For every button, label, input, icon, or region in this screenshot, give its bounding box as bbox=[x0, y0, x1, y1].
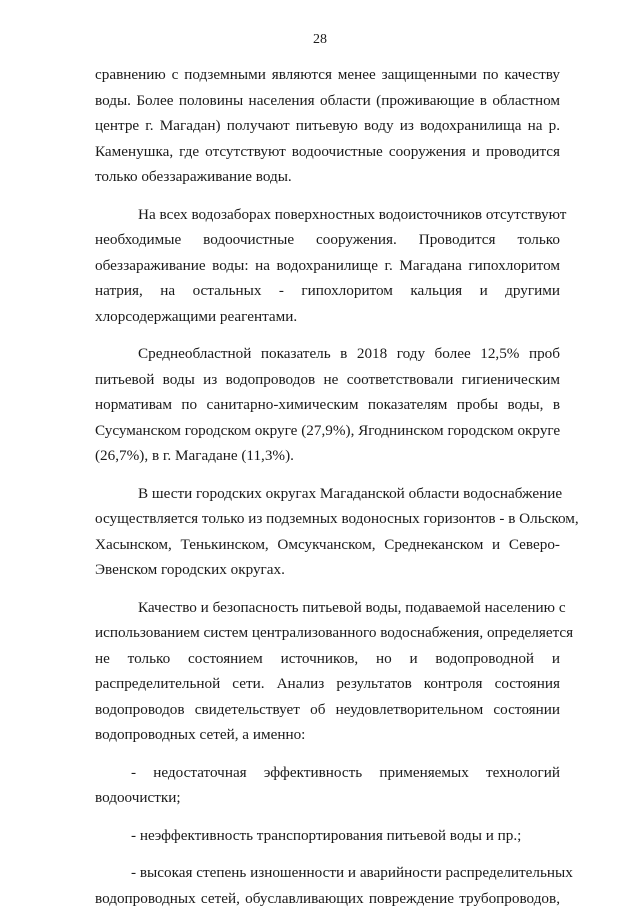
paragraph bbox=[95, 481, 579, 583]
text-line: осуществляется только из подземных водоносных горизонтов - в Ольском, bbox=[95, 510, 579, 527]
document-body bbox=[95, 62, 579, 923]
page-number: 28 bbox=[313, 32, 327, 47]
text-line: не только состоянием источников, но и водопроводной и bbox=[95, 649, 560, 667]
text-line: - неэффективность транспортирования питьевой воды и пр.; bbox=[131, 826, 522, 844]
text-line: - недостаточная эффективность применяемых технологий bbox=[131, 763, 560, 781]
text-line: только обеззараживание воды. bbox=[95, 168, 292, 185]
paragraph bbox=[95, 62, 560, 190]
list-item bbox=[95, 823, 560, 849]
list-item bbox=[95, 760, 560, 811]
text-line: Хасынском, Тенькинском, Омсукчанском, Среднеканском и Северо- bbox=[95, 535, 560, 553]
text-line: Каменушка, где отсутствуют водоочистные сооружения и проводится bbox=[95, 142, 560, 160]
text-line: Сусуманском городском округе (27,9%), Ягоднинском городском округе bbox=[95, 421, 561, 439]
text-line: водоочистки; bbox=[95, 789, 181, 806]
text-line: питьевой воды из водопроводов не соответствовали гигиеническим bbox=[95, 370, 560, 388]
text-line: нормативам по санитарно-химическим показателям пробы воды, в bbox=[95, 396, 560, 413]
text-line: В шести городских округах Магаданской области водоснабжение bbox=[138, 484, 563, 502]
text-line: воды. Более половины населения области (проживающие в областном bbox=[95, 91, 560, 109]
paragraph bbox=[95, 595, 574, 748]
list-item bbox=[95, 860, 573, 911]
text-line: водопроводных сетей, обуславливающих повреждение трубопроводов, bbox=[95, 889, 560, 907]
text-line: водопроводных сетей, а именно: bbox=[95, 726, 306, 743]
text-line: сравнению с подземными являются менее защищенными по качеству bbox=[95, 66, 560, 83]
text-line: натрия, на остальных - гипохлоритом кальция и другими bbox=[95, 282, 560, 299]
paragraph bbox=[95, 341, 560, 469]
text-line: (26,7%), в г. Магадане (11,3%). bbox=[95, 447, 294, 464]
text-line: Качество и безопасность питьевой воды, подаваемой населению с bbox=[138, 598, 566, 616]
text-line: водопроводов свидетельствует об неудовлетворительном состоянии bbox=[95, 700, 560, 718]
text-line: использованием систем централизованного водоснабжения, определяется bbox=[95, 624, 574, 641]
text-line: Среднеобластной показатель в 2018 году более 12,5% проб bbox=[138, 345, 560, 362]
text-line: обеззараживание воды: на водохранилище г. Магадана гипохлоритом bbox=[95, 256, 560, 274]
text-line: центре г. Магадан) получают питьевую воду из водохранилища на р. bbox=[95, 117, 560, 134]
text-line: - высокая степень изношенности и аварийности распределительных bbox=[131, 864, 573, 881]
paragraph bbox=[95, 202, 567, 330]
text-line: Эвенском городских округах. bbox=[95, 561, 285, 578]
text-line: необходимые водоочистные сооружения. Проводится только bbox=[95, 231, 560, 248]
text-line: распределительной сети. Анализ результатов контроля состояния bbox=[95, 675, 560, 692]
text-line: хлорсодержащими реагентами. bbox=[95, 307, 298, 325]
text-line: На всех водозаборах поверхностных водоисточников отсутствуют bbox=[138, 205, 567, 223]
